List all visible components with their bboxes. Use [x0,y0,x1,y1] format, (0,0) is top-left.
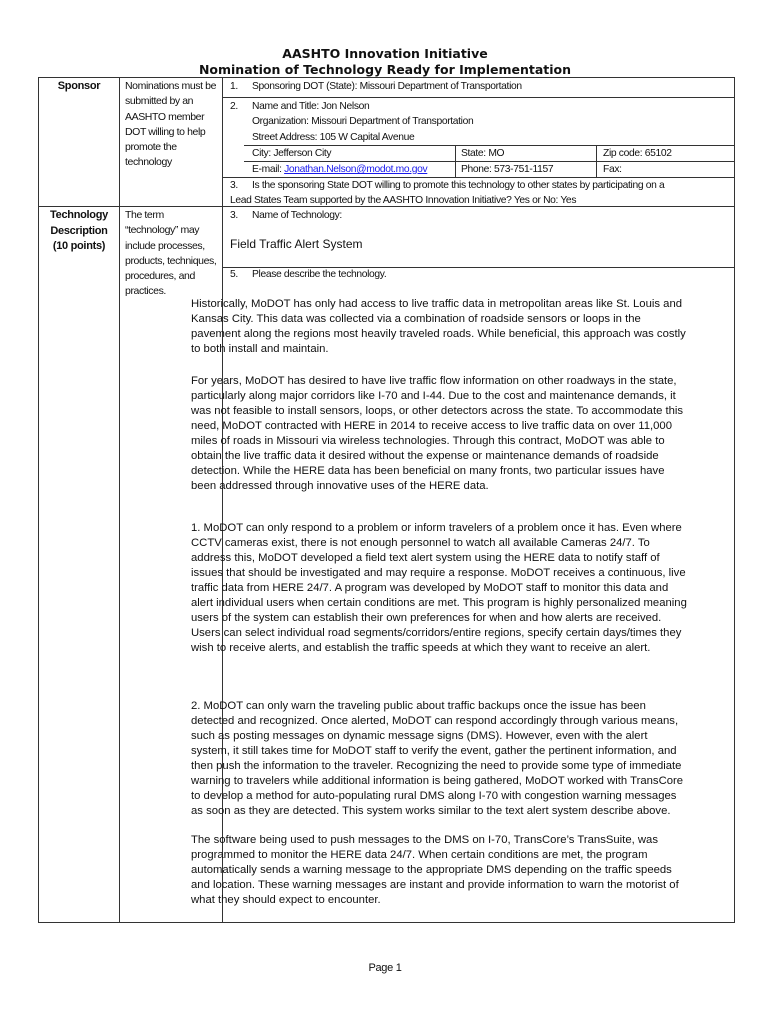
cell-divider [596,145,597,177]
technology-name-answer: Field Traffic Alert System [230,237,363,251]
question-number: 1. [230,81,238,92]
question-number: 5. [230,269,238,280]
sponsoring-dot-question [230,79,522,95]
organization: Organization: Missouri Department of Transportation [252,116,474,127]
fax: Fax: [603,164,622,175]
question-number: 3. [230,210,238,221]
sponsor-description: Nominations must be submitted by an AASHTO member DOT willing to help promote the technology [125,80,217,169]
description-paragraph: 2. MoDOT can only warn the traveling public about traffic backups once the issue has been detected and recognized. Once alerted, MoDOT can respond accordingly through various means, such as posting messages on dynamic message signs (DMS). However, even with the alert system, it still takes time for MoDOT staff to verify the event, gather the pertinent information, and then push the information to the traveler. Recognizing the need to provide some type of immediate warning to travelers while additional information is being gathered, MoDOT worked with TransCore to develop a method for auto-populating rural DMS along I-70 with congestion warning messages as soon as they are detected. This system works similar to the text alert system describe above. [191,700,684,817]
zip-code: Zip code: 65102 [603,148,672,159]
promotion-question-line2: Lead States Team supported by the AASHTO Innovation Initiative? Yes or No: Yes [230,195,577,206]
phone: Phone: 573-751-1157 [461,164,554,175]
question-number: 3. [230,180,238,191]
email-row [252,162,427,178]
description-paragraph: The software being used to push messages to the DMS on I-70, TransCore’s TransSuite, was programmed to monitor the HERE data 24/7. When certain conditions are met, the program automatically sends a warning message to the appropriate DMS depending on the traffic speeds and location. These warning messages are instant and provide information to warn the motorist of what they should expect to encounter. [191,834,679,906]
technology-label: Technology Description (10 points) [50,209,108,252]
document-subtitle: Nomination of Technology Ready for Implementation [198,62,572,77]
document-title: AASHTO Innovation Initiative [282,46,488,61]
column-divider [119,207,120,922]
page-number: Page 1 [368,962,402,974]
contact-name-row [230,99,369,115]
city: City: Jefferson City [252,148,332,159]
name-title: Name and Title: Jon Nelson [252,101,370,112]
row-divider [222,97,734,98]
cell-divider [455,145,456,177]
sponsoring-dot-text: Sponsoring DOT (State): Missouri Department of Transportation [252,81,522,92]
technology-description-hint: The term “technology” may include processes, products, techniques, procedures, and practices. [125,209,217,298]
state: State: MO [461,148,505,159]
email-link[interactable]: Jonathan.Nelson@modot.mo.gov [284,164,428,175]
sponsor-section [38,77,735,207]
street-address: Street Address: 105 W Capital Avenue [252,132,415,143]
question-number: 2. [230,101,238,112]
column-divider [119,78,120,206]
description-paragraph: For years, MoDOT has desired to have live traffic flow information on other roadways in the state, particularly along major corridors like I-70 and I-44. Due to the cost and maintenance demands, it was not feasible to install sensors, loops, or other detectors across the state. To accommodate this need, MoDOT contracted with HERE in 2014 to receive access to live traffic data on over 11,000 miles of roads in Missouri via wireless technologies. Through this contract, MoDOT was able to obtain the live traffic data it desired without the expense or maintenance demands of roadside detection. While the HERE data has been beneficial on many fronts, two particular issues have been addressed through innovative uses of the HERE data. [191,375,684,492]
promotion-question-line1: 3. Is the sponsoring State DOT willing to promote this technology to other states by participating on a [230,178,664,194]
technology-name-question: 3. Name of Technology: [230,208,342,224]
description-paragraph: 1. MoDOT can only respond to a problem or inform travelers of a problem once it has. Even where CCTV cameras exist, there is not enough personnel to watch all available Cameras 24/7. To address this, MoDOT developed a field text alert system using the HERE data to notify staff of issues that should be investigated and may require a response. MoDOT receives a continuous, live traffic data from HERE 24/7. A program was developed by MoDOT staff to monitor this data and alert individual users when certain conditions are met. This program is highly personalized meaning users of the system can establish their own preferences for when and how alerts are received. Users can select individual road segments/corridors/entire regions, specify certain days/times they wish to receive alerts, and establish the traffic speeds at which they want to receive an alert. [191,522,687,654]
email-label: E-mail: [252,164,282,175]
description-paragraph: Historically, MoDOT has only had access to live traffic data in metropolitan areas like St. Louis and Kansas City. This data was collected via a combination of roadside sensors or loops in the pavement along the regions most heavily traveled roads. While beneficial, this approach was costly to both install and maintain. [191,298,686,355]
sponsor-label: Sponsor [57,80,101,92]
describe-question: 5. Please describe the technology. [230,267,386,283]
